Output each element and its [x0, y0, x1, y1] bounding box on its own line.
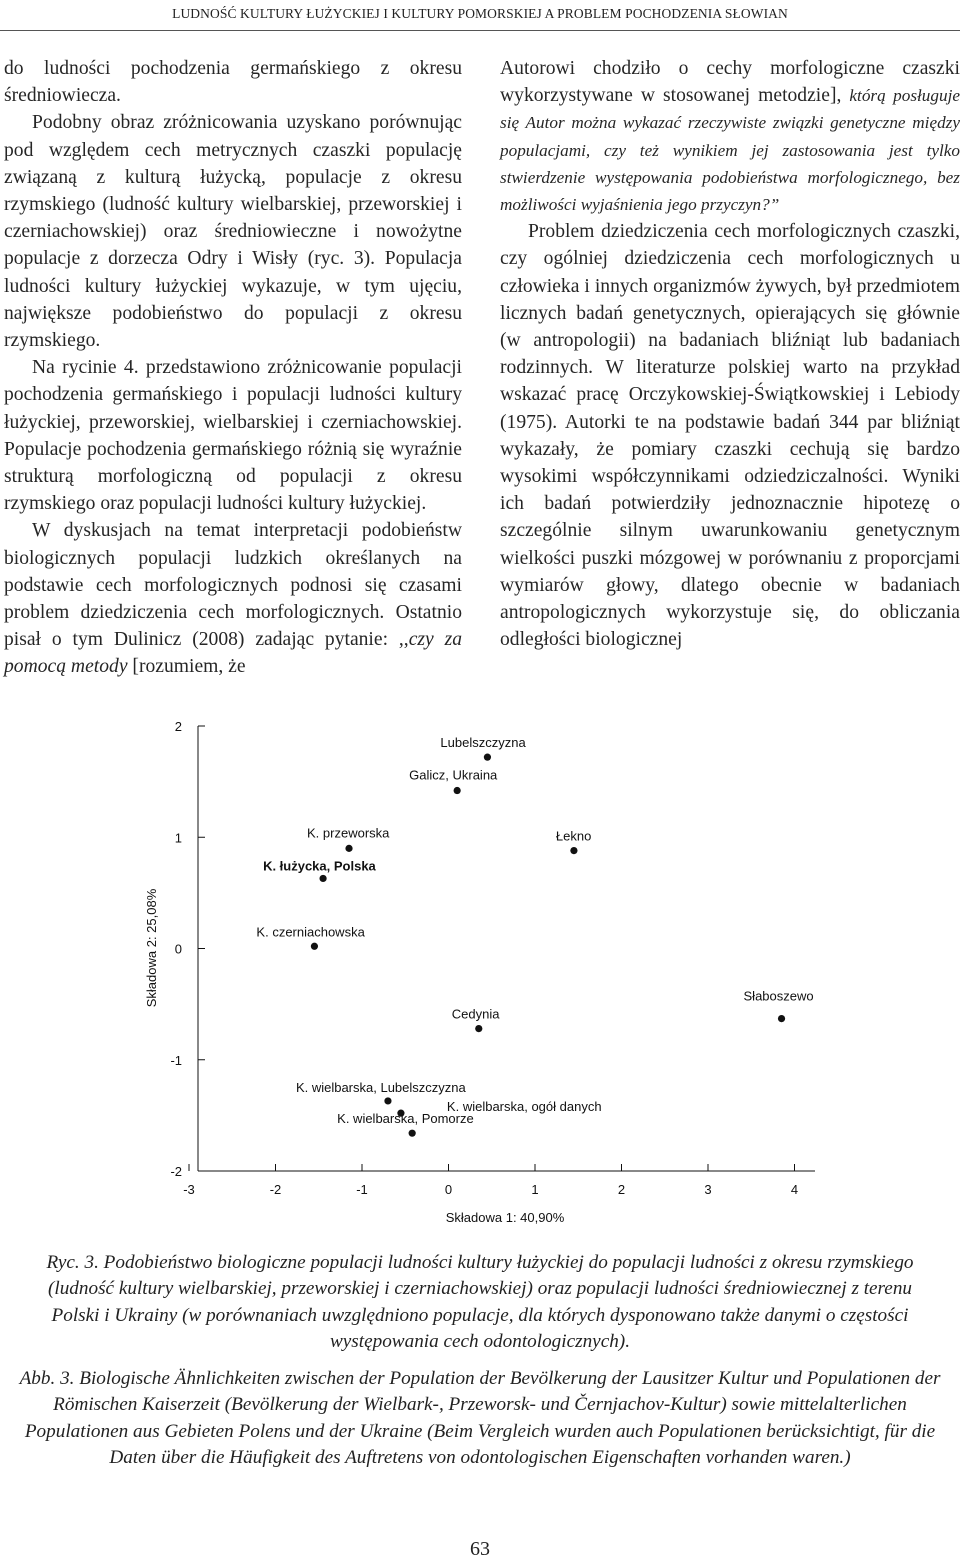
data-point-label: Lubelszczyzna — [440, 735, 526, 751]
data-point — [345, 845, 352, 852]
y-tick-label: -2 — [170, 1164, 182, 1179]
header-divider — [0, 30, 960, 31]
y-tick-label: 0 — [174, 941, 182, 957]
quote-italic: czy za pomocą metody — [4, 629, 462, 678]
data-point-label: Galicz, Ukraina — [409, 767, 498, 783]
y-tick-label: 1 — [174, 830, 182, 846]
paragraph: Problem dziedziczenia cech morfologicznych czaszki, czy ogólniej dziedziczenia cech morfologicznych u człowieka i innych organizmów żywych, był przedmiotem licznych badań genetycznych, opierających się głównie (w antropologii) na badaniach bliźniąt lub badaniach rodzinnych. W literaturze polskiej warto na przykład wskazać pracę Orczykowskiej-Świątkowskiej i Lebiody (1975). Autorki te na podstawie badań 344 par bliźniąt wykazały, że pomiary czaszki cechują się bardzo wysokimi współczynnikami odziedziczalności. Wyniki ich badań potwierdziły jednoznacznie hipotezę o szczególnie silnym uwarunkowaniu genetycznym wielkości puszki mózgowej w porównaniu z proporcjami wymiarów głowy, dlatego obecnie w badaniach antropologicznych wykorzystuje się, do obliczania odległości biologicznej — [500, 221, 960, 651]
x-tick-label: -2 — [269, 1182, 282, 1197]
data-point — [409, 1130, 416, 1137]
left-column — [4, 55, 462, 681]
data-point-label: K. wielbarska, Lubelszczyzna — [295, 1079, 466, 1095]
data-point — [475, 1025, 482, 1032]
y-tick-label: -1 — [170, 1052, 182, 1068]
data-point-label: K. wielbarska, Pomorze — [337, 1111, 474, 1127]
data-point — [384, 1097, 391, 1104]
data-point — [454, 787, 461, 794]
data-point — [778, 1015, 785, 1022]
data-point-label: K. łużycka, Polska — [263, 858, 376, 874]
x-tick-label: -3 — [183, 1182, 195, 1197]
data-point — [311, 943, 318, 950]
x-tick-label: -1 — [356, 1182, 368, 1197]
x-tick-label: 2 — [617, 1182, 626, 1197]
quote-italic: którą posługuje się Autor można wykazać rzeczywiste związki genetyczne między populacjami, czy też wynikiem jej zastosowania jest tylko stwierdzenie występowania podobieństwa morfologicznego, bez możliwości wyjaśnienia jego przyczyn?” — [500, 86, 960, 215]
data-point-label: K. przeworska — [307, 825, 390, 841]
data-point — [570, 847, 577, 854]
x-axis-label: Składowa 1: 40,90% — [445, 1210, 565, 1225]
data-point-label: Łekno — [555, 828, 592, 844]
data-point-label: Cedynia — [451, 1006, 500, 1022]
data-point — [319, 875, 326, 882]
page-number: 63 — [470, 1538, 490, 1560]
running-header: LUDNOŚĆ KULTURY ŁUŻYCKIEJ I KULTURY POMORSKIEJ A PROBLEM POCHODZENIA SŁOWIAN — [172, 6, 788, 21]
data-point-label: Słaboszewo — [743, 988, 814, 1004]
paragraph: do ludności pochodzenia germańskiego z okresu średniowiecza. — [4, 58, 462, 107]
x-tick-label: 1 — [531, 1182, 539, 1197]
paragraph-text: W dyskusjach na temat interpretacji podobieństw biologicznych populacji ludzkich określanych na podstawie cech morfologicznych podnosi się czasami problem dziedziczenia cech morfologicznych. Ostatnio pisał o tym Dulinicz (2008) zadając pytanie: ,, — [4, 520, 462, 651]
paragraph: Podobny obraz zróżnicowania uzyskano porównując pod względem cech metrycznych czaszki populację związaną z kulturą łużycką, populacje z okresu rzymskiego (ludność kultury wielbarskiej, przeworskiej i czerniachowskiej) oraz średniowieczne i nowożytne populacje z dorzecza Odry i Wisły (ryc. 3). Populacja ludności kultury łużyckiej wykazuje, w tym ujęciu, największe podobieństwo do populacji z okresu rzymskiego. — [4, 112, 462, 352]
paragraph-text: Autorowi chodziło o cechy morfologiczne czaszki wykorzystywane w stosowanej metodzie], — [500, 58, 960, 107]
paragraph — [4, 517, 462, 680]
figure-caption-polish: Ryc. 3. Podobieństwo biologiczne populacji ludności kultury łużyckiej do populacji ludności z okresu rzymskiego (ludność kultury wielbarskiej, przeworskiej i czerniachowskiej) oraz populacji ludności średniowiecznej z terenu Polski i Ukrainy (w porównaniach uwzględniono populacje, dla których dysponowano także danymi o częstości występowania cech odontologicznych). — [46, 1252, 914, 1352]
paragraph: Na rycinie 4. przedstawiono zróżnicowanie populacji pochodzenia germańskiego i populacji ludności kultury łużyckiej, przeworskiej, wielbarskiej i czerniachowskiej. Populacje pochodzenia germańskiego różnią się wyraźnie strukturą morfologiczną od populacji z okresu rzymskiego oraz populacji ludności kultury łużyckiej. — [4, 357, 462, 515]
data-point-label: K. wielbarska, ogół danych — [446, 1099, 602, 1115]
data-point — [484, 754, 491, 761]
paragraph-text: [rozumiem, że — [127, 656, 246, 678]
x-tick-label: 3 — [704, 1182, 712, 1197]
x-tick-label: 4 — [790, 1182, 799, 1197]
y-axis-label: Składowa 2: 25,08% — [144, 888, 159, 1008]
figure-caption-german: Abb. 3. Biologische Ähnlichkeiten zwischen der Population der Bevölkerung der Lausitzer Kultur und Populationen der Römischen Kaiserzeit (Bevölkerung der Wielbark-, Przeworsk- und Černjachov-Kultur) sowie mittelalterlichen Populationen aus Gebieten Polens und der Ukraine (Beim Vergleich wurden auch Populationen berücksichtigt, für die Daten über die Häufigkeit des Auftretens von odontologischen Eigenschaften vorhanden waren.) — [19, 1368, 941, 1468]
y-tick-label: 2 — [174, 719, 182, 734]
data-point-label: K. czerniachowska — [256, 924, 365, 940]
right-column — [500, 55, 960, 653]
scatter-chart — [0, 712, 960, 1242]
x-tick-label: 0 — [444, 1182, 453, 1197]
paragraph — [500, 55, 960, 218]
